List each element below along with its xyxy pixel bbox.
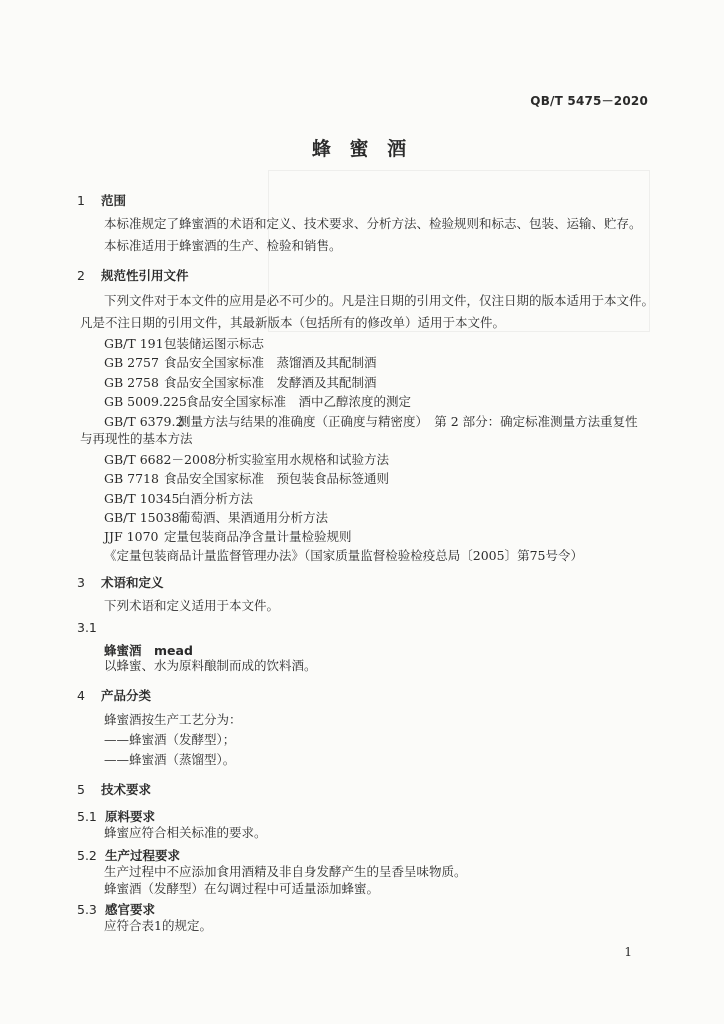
classification-item: ——蜂蜜酒（发酵型）； <box>104 732 236 747</box>
section-4-intro: 蜂蜜酒按生产工艺分为： <box>104 712 242 727</box>
section-3-intro: 下列术语和定义适用于本文件。 <box>104 598 280 613</box>
section-2-intro-line-1: 下列文件对于本文件的应用是必不可少的。凡是注日期的引用文件，仅注日期的版本适用于本文件。 <box>104 293 655 308</box>
reference-item: GB/T 15038葡萄酒、果酒通用分析方法 <box>104 510 329 525</box>
section-2-heading: 2 规范性引用文件 <box>77 268 189 283</box>
reference-item: GB 2757 食品安全国家标准 蒸馏酒及其配制酒 <box>104 355 377 370</box>
subsection-5-3-text: 应符合表1的规定。 <box>104 918 212 933</box>
reference-item: 《定量包装商品计量监督管理办法》（国家质量监督检验检疫总局〔2005〕第75号令） <box>104 548 583 563</box>
reference-item: GB 2758 食品安全国家标准 发酵酒及其配制酒 <box>104 375 377 390</box>
section-1-paragraph-1: 本标准规定了蜂蜜酒的术语和定义、技术要求、分析方法、检验规则和标志、包装、运输、贮存。 <box>104 216 642 231</box>
reference-item: GB/T 6682－2008分析实验室用水规格和试验方法 <box>104 452 390 467</box>
subsection-5-2-heading: 5.2 生产过程要求 <box>77 848 181 863</box>
subsection-5-1-text: 蜂蜜应符合相关标准的要求。 <box>104 825 267 840</box>
term-heading: 蜂蜜酒 mead <box>104 643 193 658</box>
subsection-5-2-text-line-2: 蜂蜜酒（发酵型）在勾调过程中可适量添加蜂蜜。 <box>104 881 380 896</box>
section-2-intro-line-2: 凡是不注日期的引用文件，其最新版本（包括所有的修改单）适用于本文件。 <box>80 315 506 330</box>
classification-item: ——蜂蜜酒（蒸馏型）。 <box>104 752 236 767</box>
subsection-5-3-heading: 5.3 感官要求 <box>77 902 156 917</box>
section-5-heading: 5 技术要求 <box>77 782 152 797</box>
section-1-paragraph-2: 本标准适用于蜂蜜酒的生产、检验和销售。 <box>104 238 342 253</box>
reference-item: GB/T 10345白酒分析方法 <box>104 491 254 506</box>
standard-code: QB/T 5475－2020 <box>530 94 648 108</box>
subsection-5-1-heading: 5.1 原料要求 <box>77 809 156 824</box>
term-number: 3.1 <box>77 620 97 635</box>
reference-item: GB 5009.225食品安全国家标准 酒中乙醇浓度的测定 <box>104 394 412 409</box>
section-3-heading: 3 术语和定义 <box>77 575 164 590</box>
subsection-5-2-text-line-1: 生产过程中不应添加食用酒精及非自身发酵产生的呈香呈味物质。 <box>104 864 467 879</box>
section-1-heading: 1 范围 <box>77 193 127 208</box>
document-title: 蜂 蜜 酒 <box>311 138 413 160</box>
reference-item: JJF 1070 定量包装商品净含量计量检验规则 <box>104 529 352 544</box>
term-definition: 以蜂蜜、水为原料酿制而成的饮料酒。 <box>104 658 317 673</box>
reference-item-continuation: 与再现性的基本方法 <box>80 431 193 446</box>
reference-item: GB 7718 食品安全国家标准 预包装食品标签通则 <box>104 471 390 486</box>
reference-item: GB/T 6379.2测量方法与结果的准确度（正确度与精密度） 第 2 部分：确定标准测量方法重复性 <box>104 414 638 429</box>
reference-item: GB/T 191包装储运图示标志 <box>104 336 265 351</box>
section-4-heading: 4 产品分类 <box>77 688 152 703</box>
page-number: 1 <box>624 945 632 959</box>
